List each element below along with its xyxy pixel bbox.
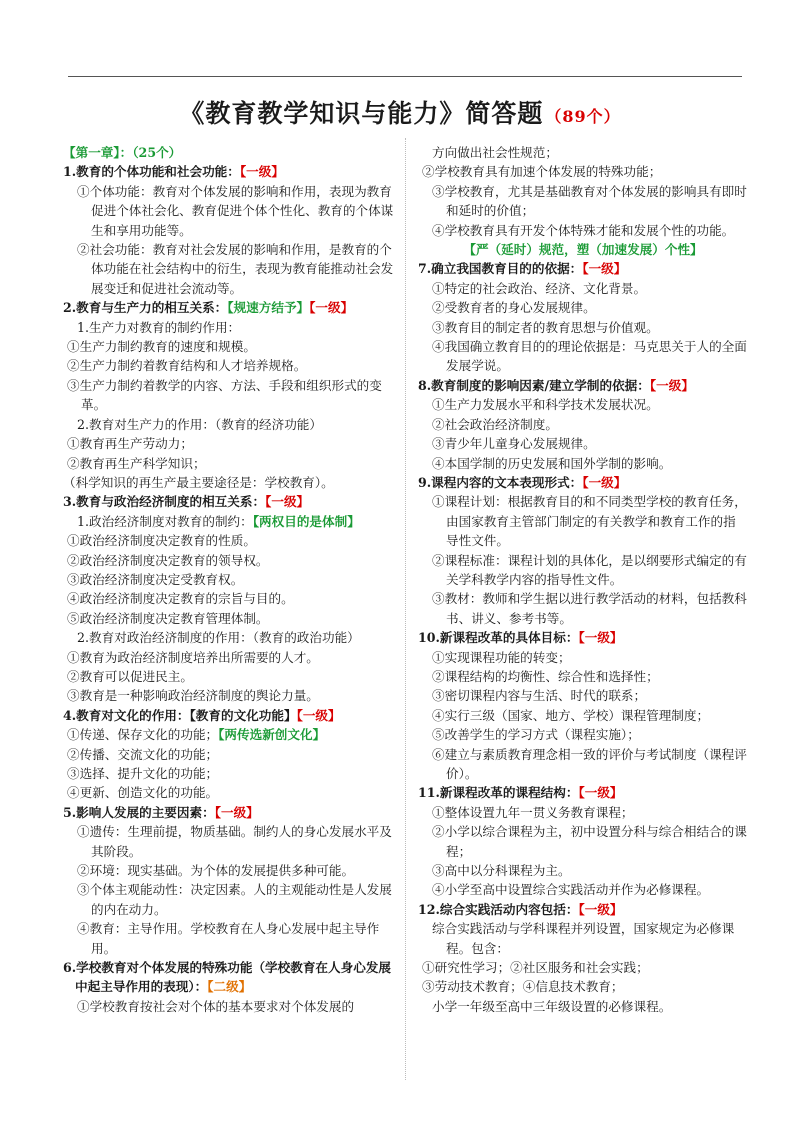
q5-point: ①遗传：生理前提，物质基础。制约人的身心发展水平及其阶段。 — [77, 824, 392, 859]
q10-title: 10.新课程改革的具体目标： — [418, 630, 579, 646]
q4-point-text: ①传递、保存文化的功能； — [67, 727, 219, 743]
q12-point: ①研究性学习；②社区服务和社会实践； — [422, 960, 649, 976]
question-5-heading — [63, 803, 395, 822]
q10-point: ④实行三级（国家、地方、学校）课程管理制度； — [432, 707, 710, 723]
q8-title: 8.教育制度的影响因素/建立学制的依据： — [418, 377, 650, 393]
q3-subheading-text: 1.政治经济制度对教育的制约： — [77, 513, 253, 529]
q12-note: 小学一年级至高中三年级设置的必修课程。 — [432, 998, 672, 1014]
question-11-heading — [418, 783, 748, 802]
q3-point: ④政治经济制度决定教育的宗旨与目的。 — [67, 591, 294, 607]
q4-level-tag: 【一级】 — [296, 707, 341, 723]
question-6-heading — [63, 958, 395, 997]
q2-point: ①生产力制约教育的速度和规模。 — [67, 339, 256, 355]
q3-subheading — [63, 512, 395, 531]
chapter-count: （25个） — [132, 145, 182, 160]
q8-point: ④本国学制的历史发展和国外学制的影响。 — [432, 455, 672, 471]
question-3-heading — [63, 492, 395, 511]
q4-title: 4.教育对文化的作用：【教育的文化功能】 — [63, 707, 297, 723]
q5-point: ④教育：主导作用。学校教育在人身心发展中起主导作用。 — [77, 921, 380, 956]
q9-point: ③教材：教师和学生据以进行教学活动的材料，包括教科书、讲义、参考书等。 — [432, 591, 747, 626]
question-9-heading — [418, 473, 748, 492]
q3-subheading: 2.教育对政治经济制度的作用：（教育的政治功能） — [77, 630, 360, 646]
q11-title: 11.新课程改革的课程结构： — [418, 785, 579, 801]
q2-note: （科学知识的再生产最主要途径是：学校教育）。 — [63, 474, 334, 490]
q11-point: ④小学至高中设置综合实践活动并作为必修课程。 — [432, 882, 710, 898]
q7-title: 7.确立我国教育目的的依据： — [418, 261, 583, 277]
q6-point: ③学校教育，尤其是基础教育对个体发展的影响具有即时和延时的价值； — [432, 183, 747, 219]
q11-level-tag: 【一级】 — [578, 785, 623, 801]
q5-level-tag: 【一级】 — [214, 804, 259, 820]
q8-level-tag: 【一级】 — [649, 377, 694, 393]
q7-point: ③教育目的制定者的教育思想与价值观。 — [432, 319, 659, 335]
q2-point: ②生产力制约着教育结构和人才培养规格。 — [67, 358, 307, 374]
q4-point — [63, 725, 395, 744]
q7-point: ①特定的社会政治、经济、文化背景。 — [432, 280, 647, 296]
q1-point: ②社会功能：教育对社会发展的影响和作用，是教育的个体功能在社会结构中的衍生，表现为教育能推动社会发展变迁和促进社会流动等。 — [77, 242, 394, 296]
question-7-heading — [418, 259, 748, 278]
top-rule — [68, 76, 742, 77]
q2-title: 2.教育与生产力的相互关系： — [63, 300, 228, 316]
q7-point: ④我国确立教育目的的理论依据是：马克思关于人的全面发展学说。 — [432, 339, 747, 374]
q2-subheading: 2.教育对生产力的作用：（教育的经济功能） — [77, 416, 322, 432]
q9-level-tag: 【一级】 — [582, 474, 627, 490]
q2-point: ①教育再生产劳动力； — [67, 436, 193, 452]
page-title — [0, 94, 800, 130]
q7-point: ②受教育者的身心发展规律。 — [432, 300, 596, 316]
q4-point: ③选择、提升文化的功能； — [67, 766, 219, 781]
q8-point: ①生产力发展水平和科学技术发展状况。 — [432, 397, 659, 413]
q3-point: ②政治经济制度决定教育的领导权。 — [67, 552, 269, 568]
q11-point: ③高中以分科课程为主。 — [432, 863, 571, 879]
q3-point: ①教育为政治经济制度培养出所需要的人才。 — [67, 649, 319, 665]
q3-point: ⑤政治经济制度决定教育管理体制。 — [67, 610, 269, 626]
q4-point: ④更新、创造文化的功能。 — [67, 785, 219, 801]
q1-level-tag: 【一级】 — [239, 164, 284, 180]
q2-level-tag: 【一级】 — [309, 300, 354, 316]
q6-point: ②学校教育具有加速个体发展的特殊功能； — [422, 164, 662, 180]
question-2-heading — [63, 298, 395, 317]
title-count: （89个） — [545, 107, 621, 126]
q6-level-tag: 【二级】 — [207, 979, 252, 995]
left-column — [63, 143, 395, 1016]
q9-point: ②课程标准：课程计划的具体化，是以纲要形式编定的有关学科教学内容的指导性文件。 — [432, 552, 747, 587]
question-4-heading — [63, 706, 395, 725]
q2-subheading: 1.生产力对教育的制约作用： — [77, 319, 241, 335]
q12-title: 12.综合实践活动内容包括： — [418, 901, 579, 917]
q3-point: ②教育可以促进民主。 — [67, 668, 193, 684]
q2-point: ③生产力制约着教学的内容、方法、手段和组织形式的变革。 — [67, 377, 382, 413]
q10-level-tag: 【一级】 — [578, 630, 623, 646]
q11-point: ①整体设置九年一贯义务教育课程； — [432, 804, 634, 820]
q3-point: ③政治经济制度决定受教育权。 — [67, 571, 244, 587]
q3-level-tag: 【一级】 — [265, 494, 310, 510]
column-divider — [405, 138, 406, 1080]
q10-point: ⑤改善学生的学习方式（课程实施）； — [432, 727, 640, 743]
question-1-heading — [63, 162, 395, 181]
q4-mnemonic: 【两传选新创文化】 — [218, 727, 326, 743]
q6-title: 6.学校教育对个体发展的特殊功能（学校教育在人身心发展中起主导作用的表现）： — [63, 960, 391, 995]
q3-point: ①政治经济制度决定教育的性质。 — [67, 533, 256, 549]
q6-mnemonic: 【严（延时）规范，塑（加速发展）个性】 — [463, 242, 703, 258]
q3-point: ③教育是一种影响政治经济制度的舆论力量。 — [67, 688, 319, 704]
q6-point: ①学校教育按社会对个体的基本要求对个体发展的 — [77, 998, 355, 1014]
q10-point: ③密切课程内容与生活、时代的联系； — [432, 688, 647, 704]
q9-title: 9.课程内容的文本表现形式： — [418, 474, 583, 490]
chapter-heading — [63, 143, 395, 162]
q8-point: ②社会政治经济制度。 — [432, 416, 558, 432]
q1-title: 1.教育的个体功能和社会功能： — [63, 164, 240, 180]
question-10-heading — [418, 628, 748, 647]
q4-point: ②传播、交流文化的功能； — [67, 746, 219, 762]
title-text: 《教育教学知识与能力》简答题 — [179, 99, 544, 128]
q3-mnemonic: 【两权目的是体制】 — [252, 513, 360, 529]
q1-point: ①个体功能：教育对个体发展的影响和作用，表现为教育促进个体社会化、教育促进个体个性化、教育的个体谋生和享用功能等。 — [77, 183, 394, 238]
q10-point: ②课程结构的均衡性、综合性和选择性； — [432, 668, 659, 684]
q12-level-tag: 【一级】 — [578, 901, 623, 917]
q8-point: ③青少年儿童身心发展规律。 — [432, 436, 596, 452]
q3-title: 3.教育与政治经济制度的相互关系： — [63, 494, 266, 510]
q5-point: ②环境：现实基础。为个体的发展提供多种可能。 — [77, 863, 355, 879]
q6-point-continued: 方向做出社会性规范； — [432, 145, 558, 160]
q2-mnemonic: 【规速方结予】 — [227, 300, 310, 316]
q5-point: ③个体主观能动性：决定因素。人的主观能动性是人发展的内在动力。 — [77, 882, 392, 917]
q9-point: ①课程计划：根据教育目的和不同类型学校的教育任务，由国家教育主管部门制定的有关教学和教育工作的指导性文件。 — [432, 494, 747, 549]
q12-point: ③劳动技术教育；④信息技术教育； — [422, 979, 624, 995]
q12-intro: 综合实践活动与学科课程并列设置，国家规定为必修课程。包含： — [432, 921, 735, 956]
q6-point: ④学校教育具有开发个体特殊才能和发展个性的功能。 — [432, 222, 735, 238]
q10-point: ①实现课程功能的转变； — [432, 649, 571, 665]
q7-level-tag: 【一级】 — [582, 261, 627, 277]
right-column — [418, 143, 748, 1016]
q11-point: ②小学以综合课程为主，初中设置分科与综合相结合的课程； — [432, 824, 747, 859]
q2-point: ②教育再生产科学知识； — [67, 455, 206, 471]
q5-title: 5.影响人发展的主要因素： — [63, 804, 215, 820]
chapter-label: 【第一章】： — [63, 145, 133, 160]
question-8-heading — [418, 376, 748, 395]
question-12-heading — [418, 900, 748, 919]
q10-point: ⑥建立与素质教育理念相一致的评价与考试制度（课程评价）。 — [432, 746, 747, 781]
